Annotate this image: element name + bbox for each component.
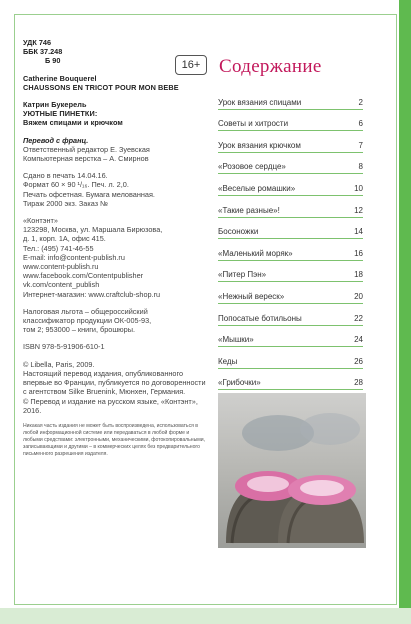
isbn-block: [23, 342, 207, 351]
original-title-block: [23, 74, 207, 92]
isbn: ISBN 978-5-91906-610-1: [23, 342, 105, 352]
publisher-shop: Интернет-магазин: www.craftclub-shop.ru: [23, 289, 161, 299]
bbk: ББК 37.248: [23, 47, 63, 57]
print-run: Тираж 2000 экз. Заказ №: [23, 198, 108, 208]
legal-notice: Никакая часть издания не может быть воспроизведена, использоваться в любой информационной системе или передаваться в любой форме и любыми средствами: электронными, механическими, фотокопировальными, записывающими и другими – в коммерческих целях без предварительного письменного разрешения издателя.: [23, 422, 206, 457]
toc-item-label: Урок вязания крючком: [218, 140, 301, 150]
table-of-contents: [218, 88, 363, 412]
toc-item[interactable]: [218, 326, 363, 348]
tax-line-3: том 2; 953000 – книги, брошюры.: [23, 325, 135, 335]
toc-item-page: 7: [358, 140, 363, 150]
toc-item-label: Босоножки: [218, 227, 259, 237]
toc-item[interactable]: [218, 131, 363, 153]
tax-line-1: Налоговая льгота – общероссийский: [23, 306, 148, 316]
book-code: Б 90: [45, 56, 61, 66]
print-method: Печать офсетная. Бумага мелованная.: [23, 189, 155, 199]
toc-item-page: 26: [354, 356, 363, 366]
udk: УДК 746: [23, 38, 52, 47]
toc-item[interactable]: [218, 174, 363, 196]
copyright-translation-note: Настоящий перевод издания, опубликованного впервые во Франции, публикуется по договоренности с агентством Silke Bruenink, Мюнхен, Германия.: [23, 368, 206, 397]
booties-illustration: [218, 393, 366, 548]
print-info-block: [23, 171, 207, 208]
toc-item[interactable]: [218, 218, 363, 240]
toc-item[interactable]: [218, 369, 363, 391]
credits-block: [23, 136, 207, 164]
toc-item-label: «Мышки»: [218, 335, 254, 345]
toc-title: Содержание: [219, 56, 322, 77]
toc-item[interactable]: [218, 239, 363, 261]
publisher-facebook: www.facebook.com/Contentpublisher: [23, 271, 144, 281]
toc-item[interactable]: [218, 88, 363, 110]
toc-item-page: 20: [354, 291, 363, 301]
copyright-russian: © Перевод и издание на русском языке, «Контэнт», 2016.: [23, 396, 198, 415]
toc-item-page: 2: [358, 97, 363, 107]
toc-item-page: 14: [354, 227, 363, 237]
russian-title-block: [23, 100, 207, 128]
publisher-email: E-mail: info@content-publish.ru: [23, 252, 125, 262]
toc-item[interactable]: [218, 110, 363, 132]
imprint-column: [23, 38, 207, 458]
publisher-vk: vk.com/content_publish: [23, 280, 100, 290]
green-side-stripe: [399, 0, 411, 624]
toc-item-page: 16: [354, 248, 363, 258]
toc-item-label: «Такие разные»!: [218, 205, 280, 215]
toc-item-page: 12: [354, 205, 363, 215]
toc-item-label: Урок вязания спицами: [218, 97, 302, 107]
toc-item-label: «Маленький моряк»: [218, 248, 293, 258]
toc-item-label: «Веселые ромашки»: [218, 183, 296, 193]
author-original: Catherine Bouquerel: [23, 73, 97, 83]
toc-item-label: Советы и хитрости: [218, 119, 289, 129]
toc-item-page: 10: [354, 183, 363, 193]
toc-item-label: «Питер Пэн»: [218, 270, 267, 280]
toc-item-label: «Розовое сердце»: [218, 162, 286, 172]
toc-item-label: «Грибочки»: [218, 378, 261, 388]
bottom-band: [0, 608, 411, 624]
toc-item-page: 18: [354, 270, 363, 280]
publisher-address: 123298, Москва, ул. Маршала Бирюзова,: [23, 225, 163, 235]
print-format: Формат 60 × 90 ¹/₁₆. Печ. л. 2,0.: [23, 180, 129, 190]
toc-item-page: 28: [354, 378, 363, 388]
layout-credit: Компьютерная верстка – А. Смирнов: [23, 154, 149, 164]
toc-item-label: Кеды: [218, 356, 238, 366]
toc-item-label: Попосатые ботильоны: [218, 313, 302, 323]
toc-item-page: 8: [358, 162, 363, 172]
toc-item[interactable]: [218, 282, 363, 304]
publisher-block: [23, 216, 207, 299]
tax-block: [23, 307, 207, 335]
tax-line-2: классификатор продукции ОК-005-93,: [23, 316, 152, 326]
toc-item[interactable]: [218, 347, 363, 369]
toc-item-page: 6: [358, 119, 363, 129]
title-original: CHAUSSONS EN TRICOT POUR MON BEBE: [23, 82, 179, 92]
booties-photo: [218, 393, 366, 548]
toc-item[interactable]: [218, 153, 363, 175]
publisher-phone: Тел.: (495) 741-46-55: [23, 243, 94, 253]
print-date: Сдано в печать 14.04.16.: [23, 171, 108, 181]
toc-item[interactable]: [218, 261, 363, 283]
editor-credit: Ответственный редактор Е. Зуевская: [23, 144, 150, 154]
toc-item[interactable]: [218, 196, 363, 218]
toc-item-page: 24: [354, 335, 363, 345]
publisher-site: www.content-publish.ru: [23, 262, 99, 272]
age-rating-badge: 16+: [175, 55, 207, 75]
author-russian: Катрин Букерель: [23, 100, 87, 110]
copyright-original: © Libella, Paris, 2009.: [23, 359, 95, 369]
subtitle-russian: Вяжем спицами и крючком: [23, 118, 123, 128]
publisher-address-2: д. 1, корп. 1А, офис 415.: [23, 234, 106, 244]
translation-note: Перевод с франц.: [23, 135, 89, 145]
toc-item[interactable]: [218, 304, 363, 326]
toc-item-page: 22: [354, 313, 363, 323]
title-russian: УЮТНЫЕ ПИНЕТКИ:: [23, 109, 98, 119]
copyright-block: [23, 360, 207, 415]
toc-item-label: «Нежный вереск»: [218, 291, 285, 301]
publisher-name: «Контэнт»: [23, 216, 58, 226]
